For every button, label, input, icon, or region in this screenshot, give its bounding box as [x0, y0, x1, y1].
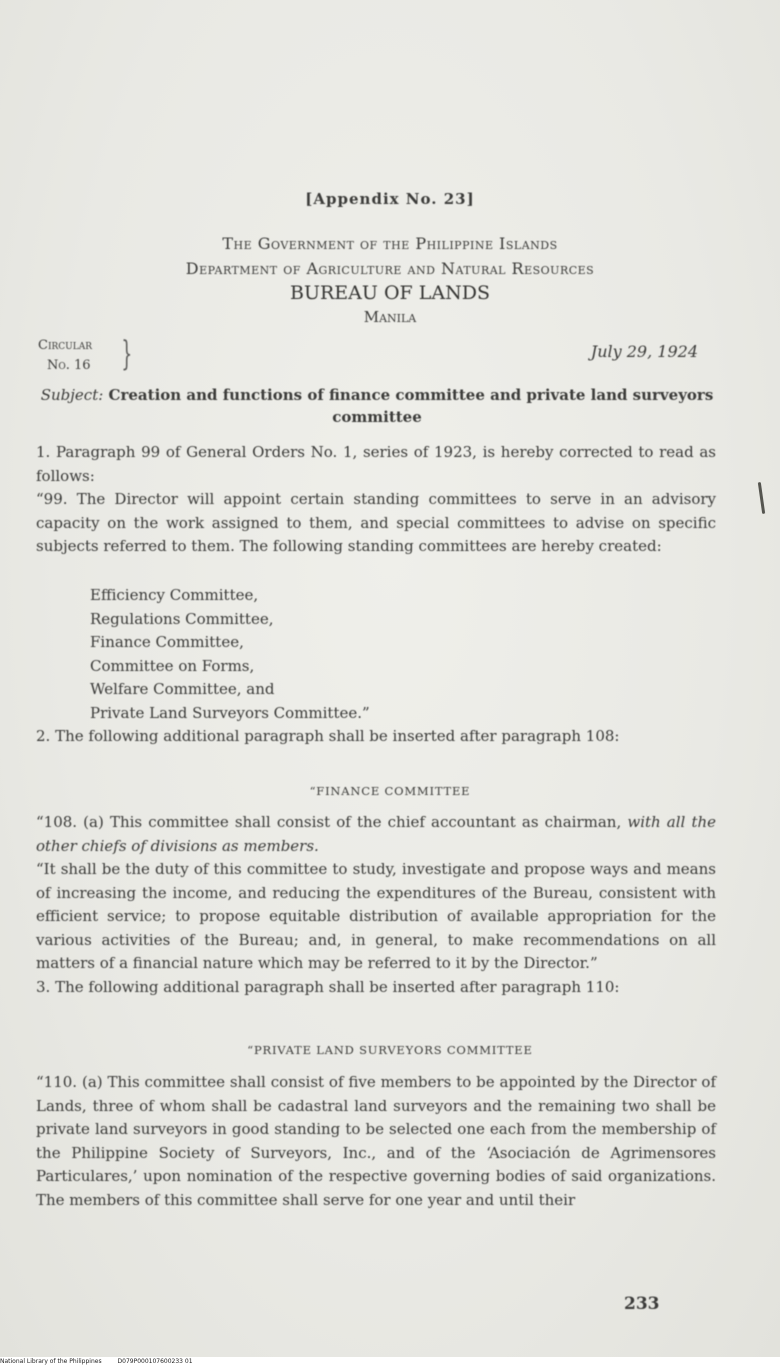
paragraph-108a-lead: “108. (a) This committee shall consist of the chief accountant as chairman, — [36, 813, 622, 831]
paragraph-110-block — [36, 1071, 716, 1212]
paragraph-3: 3. The following additional paragraph shall be inserted after paragraph 110: — [36, 977, 620, 996]
committee-item: Committee on Forms, — [90, 656, 255, 675]
appendix-label: [Appendix No. 23] — [305, 190, 475, 208]
header-city: Manila — [363, 308, 417, 326]
brace-glyph: } — [121, 334, 133, 374]
circular-label: Circular — [38, 338, 93, 353]
committee-list — [90, 584, 370, 725]
committee-item: Efficiency Committee, — [90, 586, 259, 604]
footer-barcode: D079P000107600233 01 — [117, 1358, 193, 1365]
committee-item: Welfare Committee, and — [90, 680, 275, 698]
paragraph-108a — [36, 811, 716, 858]
scan-footer — [0, 1357, 780, 1366]
paragraph-108a-italic: with all the other chiefs of divisions as members. — [36, 813, 717, 855]
committee-item: Regulations Committee, — [90, 609, 274, 628]
committee-item: Private Land Surveyors Committee.” — [90, 703, 370, 722]
paragraph-110: “110. (a) This committee shall consist of five members to be appointed by the Director of Lands, three of whom shall be cadastral land surveyors and the remaining two shall be private land surveyors in good standing to be selected one each from the membership of the Philippine Society of Surveyors, Inc., and of the ‘Asociación de Agrimensores Particulares,’ upon nomination of the respective governing bodies of said organizations. The members of this committee shall serve for one year and until their — [36, 1073, 716, 1209]
circular-date: July 29, 1924 — [590, 342, 698, 361]
page-number: 233 — [624, 1294, 660, 1314]
margin-pencil-mark — [758, 482, 765, 514]
paragraph-108-block — [36, 811, 716, 999]
paragraph-1: 1. Paragraph 99 of General Orders No. 1, series of 1923, is hereby corrected to read as follows: — [36, 443, 716, 485]
private-land-surveyors-heading: “PRIVATE LAND SURVEYORS COMMITTEE — [247, 1043, 533, 1057]
committee-item: Finance Committee, — [90, 633, 244, 651]
header-department: Department of Agriculture and Natural Resources — [185, 259, 595, 278]
header-government: The Government of the Philippine Islands — [222, 234, 558, 253]
paragraph-108b: “It shall be the duty of this committee to study, investigate and propose ways and means of increasing the income, and reducing the expenditures of the Bureau, consistent with efficient service; to propose equitable distribution of available appropriation for the various activities of the Bureau; and, in general, to make recommendations on all matters of a financial nature which may be referred to it by the Director.” — [36, 860, 716, 972]
paragraph-2: 2. The following additional paragraph shall be inserted after paragraph 108: — [36, 727, 620, 745]
circular-label-block — [38, 336, 92, 376]
subject-label: Subject: — [40, 386, 104, 404]
finance-committee-heading: “FINANCE COMMITTEE — [309, 784, 471, 798]
circular-number: No. 16 — [47, 358, 91, 373]
paragraph-2-block — [36, 725, 716, 749]
footer-library: National Library of the Philippines — [0, 1358, 102, 1365]
header-bureau: BUREAU OF LANDS — [290, 282, 490, 304]
subject-text: Creation and functions of finance committee and private land surveyors committee — [108, 386, 714, 426]
subject-line — [38, 384, 716, 428]
paragraph-1-block — [36, 441, 716, 559]
paragraph-99: “99. The Director will appoint certain standing committees to serve in an advisory capacity on the work assigned to them, and special committees to advise on specific subjects referred to them. The following standing committees are hereby created: — [36, 490, 716, 555]
